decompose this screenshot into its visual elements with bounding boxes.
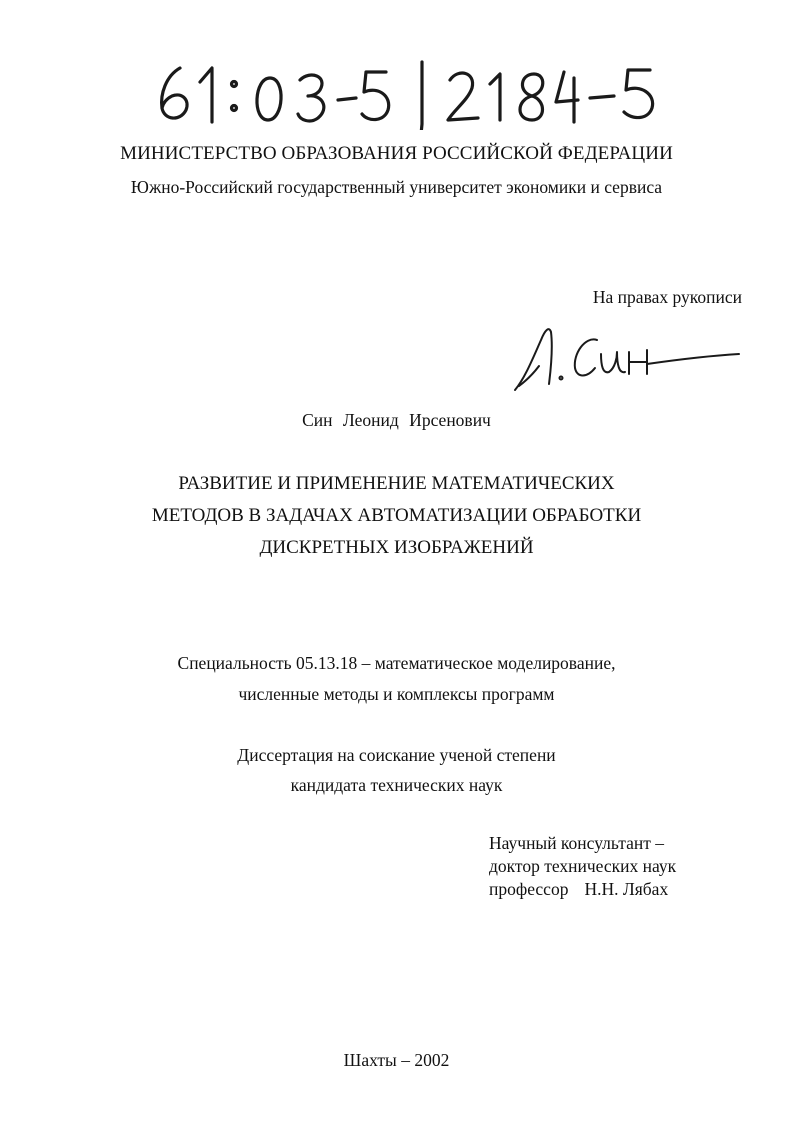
specialty-line: численные методы и комплексы программ (238, 684, 555, 704)
degree-block (0, 740, 793, 800)
specialty-block (0, 648, 793, 710)
scientific-advisor (489, 832, 676, 901)
city-year: Шахты – 2002 (343, 1050, 450, 1070)
degree-line: Диссертация на соискание ученой степени (237, 745, 556, 765)
title-line: ДИСКРЕТНЫХ ИЗОБРАЖЕНИЙ (259, 537, 534, 558)
advisor-degree: доктор технических наук (489, 856, 677, 876)
advisor-role: Научный консультант – (489, 833, 664, 853)
advisor-title: профессор (489, 879, 569, 899)
specialty-line: Специальность 05.13.18 – математическое моделирование, (177, 653, 616, 673)
title-line: МЕТОДОВ В ЗАДАЧАХ АВТОМАТИЗАЦИИ ОБРАБОТКИ (151, 505, 642, 526)
dissertation-title (0, 468, 793, 564)
advisor-title-name (489, 878, 676, 901)
university-name: Южно-Российский государственный университет экономики и сервиса (130, 177, 663, 197)
advisor-name: Н.Н. Лябах (584, 879, 669, 899)
ministry-heading: МИНИСТЕРСТВО ОБРАЗОВАНИЯ РОССИЙСКОЙ ФЕДЕРАЦИИ (120, 143, 673, 164)
handwritten-archive-code (150, 50, 670, 130)
rights-note: На правах рукописи (592, 287, 742, 307)
degree-line: кандидата технических наук (290, 775, 503, 795)
author-signature (505, 318, 745, 398)
title-line: РАЗВИТИЕ И ПРИМЕНЕНИЕ МАТЕМАТИЧЕСКИХ (178, 473, 615, 494)
author-name: Син Леонид Ирсенович (302, 410, 491, 430)
